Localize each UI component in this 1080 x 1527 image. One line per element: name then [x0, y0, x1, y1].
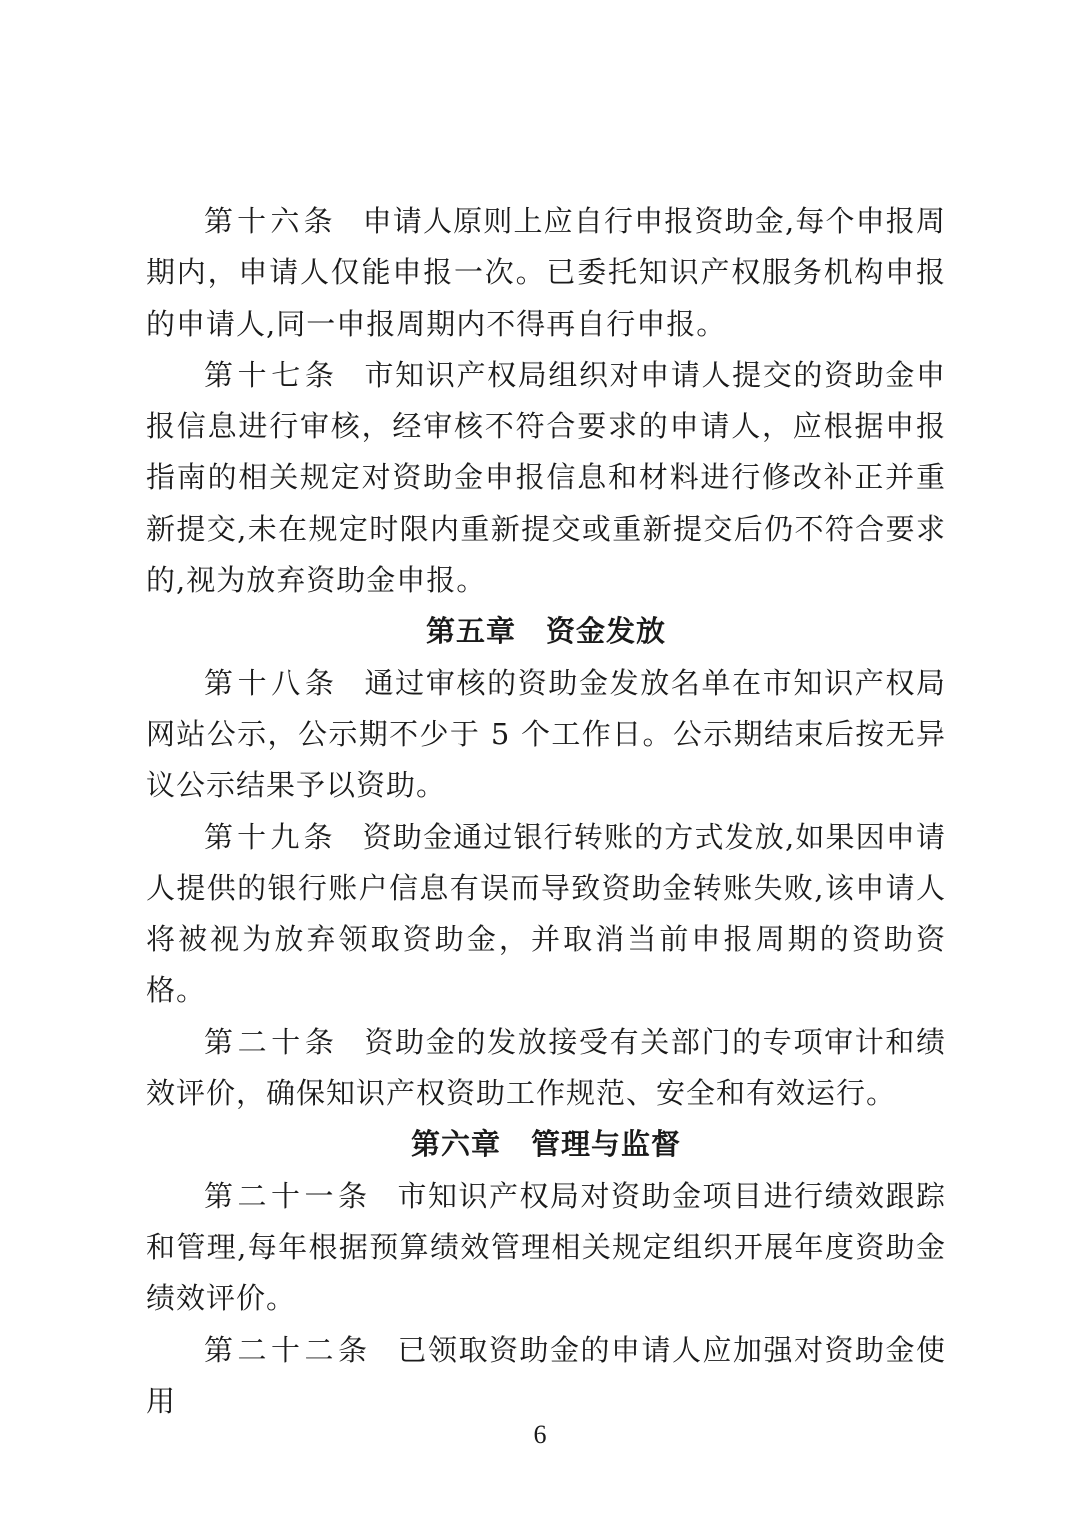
article-text: 通过审核的资助金发放名单在市知识产权局网站公示，公示期不少于 5 个工作日。公示期结束后按无异议公示结果予以资助。 [146, 665, 946, 803]
article-number: 第十七条 [204, 357, 339, 392]
page-number: 6 [533, 1420, 547, 1449]
article-number: 第二十二条 [204, 1332, 372, 1367]
article-text: 资助金的发放接受有关部门的专项审计和绩效评价，确保知识产权资助工作规范、安全和有效运行。 [146, 1024, 946, 1111]
chapter-title: 资金发放 [546, 614, 667, 649]
article-text: 资助金通过银行转账的方式发放,如果因申请人提供的银行账户信息有误而导致资助金转账失败,该申请人将被视为放弃领取资助金，并取消当前申报周期的资助资格。 [146, 819, 946, 1008]
article-16 [146, 196, 946, 350]
article-18 [146, 658, 946, 812]
document-body [146, 196, 946, 1427]
chapter-number: 第五章 [425, 614, 516, 649]
article-text: 市知识产权局组织对申请人提交的资助金申报信息进行审核，经审核不符合要求的申请人，应根据申报指南的相关规定对资助金申报信息和材料进行修改补正并重新提交,未在规定时限内重新提交或重新提交后仍不符合要求的,视为放弃资助金申报。 [146, 357, 946, 598]
article-number: 第十八条 [204, 665, 339, 700]
article-number: 第二十条 [204, 1024, 339, 1059]
article-text: 已领取资助金的申请人应加强对资助金使用 [146, 1332, 946, 1418]
article-number: 第十九条 [204, 819, 337, 854]
chapter-number: 第六章 [410, 1127, 501, 1162]
article-17 [146, 350, 946, 606]
article-21 [146, 1171, 946, 1325]
article-20 [146, 1017, 946, 1120]
article-22 [146, 1325, 946, 1428]
article-number: 第二十一条 [204, 1178, 372, 1213]
chapter-title: 管理与监督 [531, 1127, 682, 1162]
article-text: 申请人原则上应自行申报资助金,每个申报周期内，申请人仅能申报一次。已委托知识产权服务机构申报的申请人,同一申报周期内不得再自行申报。 [146, 204, 946, 341]
article-19 [146, 812, 946, 1017]
chapter-5-heading [146, 606, 946, 657]
article-number: 第十六条 [204, 204, 337, 238]
article-text: 市知识产权局对资助金项目进行绩效跟踪和管理,每年根据预算绩效管理相关规定组织开展年度资助金绩效评价。 [146, 1178, 946, 1316]
chapter-6-heading [146, 1119, 946, 1170]
